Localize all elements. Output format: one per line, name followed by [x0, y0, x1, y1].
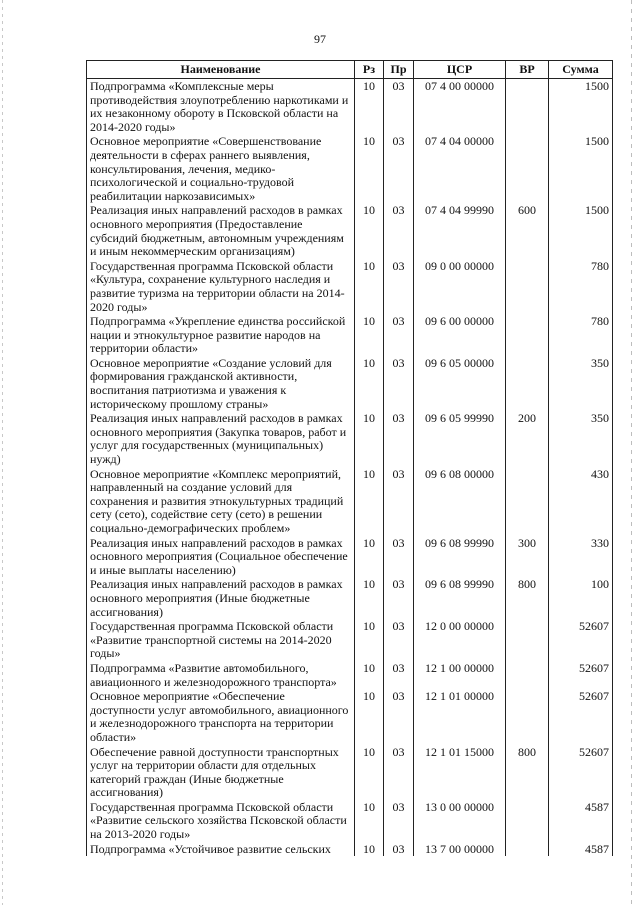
- row-vr: 200: [506, 411, 549, 466]
- row-pr: 03: [384, 577, 414, 619]
- table-row: [87, 411, 613, 466]
- row-pr: 03: [384, 356, 414, 411]
- header-pr: Пр: [384, 61, 414, 79]
- row-name: Подпрограмма «Укрепление единства российской нации и этнокультурное развитие народов на территории области»: [87, 314, 355, 356]
- row-pr: 03: [384, 842, 414, 857]
- header-sum: Сумма: [549, 61, 613, 79]
- row-sum: 350: [549, 356, 613, 411]
- row-csr: 09 0 00 00000: [414, 259, 506, 314]
- row-csr: 13 7 00 00000: [414, 842, 506, 857]
- row-pr: 03: [384, 134, 414, 203]
- row-sum: 100: [549, 577, 613, 619]
- row-vr: [506, 619, 549, 661]
- row-name: Основное мероприятие «Комплекс мероприятий, направленный на создание условий для сохранения и развития этнокультурных традиций сету (сето), содействие сету (сето) в решении социально-демографических проблем»: [87, 467, 355, 536]
- row-vr: [506, 689, 549, 744]
- row-name: Реализация иных направлений расходов в рамках основного мероприятия (Иные бюджетные ассигнования): [87, 577, 355, 619]
- row-name: Подпрограмма «Устойчивое развитие сельских: [87, 842, 355, 857]
- header-vr: ВР: [506, 61, 549, 79]
- header-name: Наименование: [87, 61, 355, 79]
- row-rz: 10: [355, 79, 384, 135]
- table-row: [87, 800, 613, 842]
- row-csr: 13 0 00 00000: [414, 800, 506, 842]
- row-vr: [506, 134, 549, 203]
- row-sum: 52607: [549, 745, 613, 800]
- row-pr: 03: [384, 619, 414, 661]
- row-sum: 780: [549, 259, 613, 314]
- row-name: Государственная программа Псковской области «Развитие сельского хозяйства Псковской области на 2013-2020 годы»: [87, 800, 355, 842]
- row-name: Обеспечение равной доступности транспортных услуг на территории области для отдельных категорий граждан (Иные бюджетные ассигнования): [87, 745, 355, 800]
- table-row: [87, 79, 613, 135]
- row-vr: 600: [506, 203, 549, 258]
- table-row: [87, 314, 613, 356]
- row-pr: 03: [384, 314, 414, 356]
- row-pr: 03: [384, 467, 414, 536]
- row-csr: 12 0 00 00000: [414, 619, 506, 661]
- row-vr: [506, 259, 549, 314]
- row-name: Государственная программа Псковской области «Культура, сохранение культурного наследия и развитие туризма на территории области на 2014-2020 годы»: [87, 259, 355, 314]
- row-pr: 03: [384, 536, 414, 578]
- page-number: 97: [314, 32, 326, 46]
- row-sum: 52607: [549, 661, 613, 689]
- row-rz: 10: [355, 356, 384, 411]
- row-sum: 350: [549, 411, 613, 466]
- row-name: Реализация иных направлений расходов в рамках основного мероприятия (Закупка товаров, работ и услуг для государственных (муниципальных) нужд): [87, 411, 355, 466]
- scan-edge-left: [2, 0, 3, 905]
- row-csr: 09 6 08 00000: [414, 467, 506, 536]
- row-vr: [506, 314, 549, 356]
- row-rz: 10: [355, 745, 384, 800]
- row-sum: 4587: [549, 842, 613, 857]
- row-sum: 1500: [549, 203, 613, 258]
- table-row: [87, 661, 613, 689]
- row-sum: 52607: [549, 689, 613, 744]
- row-rz: 10: [355, 842, 384, 857]
- row-csr: 07 4 04 00000: [414, 134, 506, 203]
- table-row: [87, 259, 613, 314]
- row-csr: 12 1 01 00000: [414, 689, 506, 744]
- table-body: [87, 79, 613, 857]
- row-csr: 09 6 05 00000: [414, 356, 506, 411]
- row-rz: 10: [355, 134, 384, 203]
- row-vr: 800: [506, 745, 549, 800]
- table-row: [87, 467, 613, 536]
- table-row: [87, 134, 613, 203]
- row-name: Основное мероприятие «Создание условий для формирования гражданской активности, воспитания патриотизма и уважения к историческому прошлому страны»: [87, 356, 355, 411]
- row-vr: [506, 356, 549, 411]
- row-rz: 10: [355, 536, 384, 578]
- row-pr: 03: [384, 661, 414, 689]
- row-csr: 07 4 04 99990: [414, 203, 506, 258]
- row-name: Реализация иных направлений расходов в рамках основного мероприятия (Социальное обеспечение и иные выплаты населению): [87, 536, 355, 578]
- row-pr: 03: [384, 203, 414, 258]
- row-rz: 10: [355, 203, 384, 258]
- row-csr: 09 6 08 99990: [414, 536, 506, 578]
- row-sum: 52607: [549, 619, 613, 661]
- row-pr: 03: [384, 800, 414, 842]
- row-pr: 03: [384, 745, 414, 800]
- row-pr: 03: [384, 259, 414, 314]
- row-pr: 03: [384, 79, 414, 135]
- row-rz: 10: [355, 467, 384, 536]
- row-csr: 12 1 01 15000: [414, 745, 506, 800]
- row-sum: 1500: [549, 134, 613, 203]
- row-sum: 4587: [549, 800, 613, 842]
- table-header-row: [87, 61, 613, 79]
- row-pr: 03: [384, 689, 414, 744]
- row-rz: 10: [355, 619, 384, 661]
- row-sum: 780: [549, 314, 613, 356]
- row-sum: 430: [549, 467, 613, 536]
- table-row: [87, 536, 613, 578]
- table-row: [87, 577, 613, 619]
- row-name: Государственная программа Псковской области «Развитие транспортной системы на 2014-2020 годы»: [87, 619, 355, 661]
- row-name: Реализация иных направлений расходов в рамках основного мероприятия (Предоставление субсидий бюджетным, автономным учреждениям и иным некоммерческим организациям): [87, 203, 355, 258]
- row-vr: 800: [506, 577, 549, 619]
- scan-edge-right: [631, 0, 632, 905]
- row-rz: 10: [355, 800, 384, 842]
- row-name: Подпрограмма «Комплексные меры противодействия злоупотреблению наркотиками и их незаконному обороту в Псковской области на 2014-2020 годы»: [87, 79, 355, 135]
- row-vr: [506, 467, 549, 536]
- row-rz: 10: [355, 259, 384, 314]
- header-rz: Рз: [355, 61, 384, 79]
- header-csr: ЦСР: [414, 61, 506, 79]
- row-rz: 10: [355, 661, 384, 689]
- row-rz: 10: [355, 689, 384, 744]
- row-rz: 10: [355, 411, 384, 466]
- row-csr: 09 6 05 99990: [414, 411, 506, 466]
- row-vr: 300: [506, 536, 549, 578]
- row-pr: 03: [384, 411, 414, 466]
- table-row: [87, 689, 613, 744]
- row-vr: [506, 800, 549, 842]
- row-csr: 12 1 00 00000: [414, 661, 506, 689]
- row-name: Основное мероприятие «Обеспечение доступности услуг автомобильного, авиационного и железнодорожного транспорта на территории области»: [87, 689, 355, 744]
- row-vr: [506, 79, 549, 135]
- table-row: [87, 745, 613, 800]
- row-csr: 09 6 00 00000: [414, 314, 506, 356]
- budget-table: [86, 60, 613, 856]
- row-rz: 10: [355, 314, 384, 356]
- row-name: Подпрограмма «Развитие автомобильного, авиационного и железнодорожного транспорта»: [87, 661, 355, 689]
- row-csr: 09 6 08 99990: [414, 577, 506, 619]
- row-sum: 1500: [549, 79, 613, 135]
- row-vr: [506, 842, 549, 857]
- row-csr: 07 4 00 00000: [414, 79, 506, 135]
- table-row: [87, 619, 613, 661]
- table-row: [87, 203, 613, 258]
- table-row: [87, 842, 613, 857]
- row-name: Основное мероприятие «Совершенствование деятельности в сферах раннего выявления, консультирования, лечения, медико-психологической и социально-трудовой реабилитации наркозависимых»: [87, 134, 355, 203]
- row-sum: 330: [549, 536, 613, 578]
- table-row: [87, 356, 613, 411]
- row-rz: 10: [355, 577, 384, 619]
- row-vr: [506, 661, 549, 689]
